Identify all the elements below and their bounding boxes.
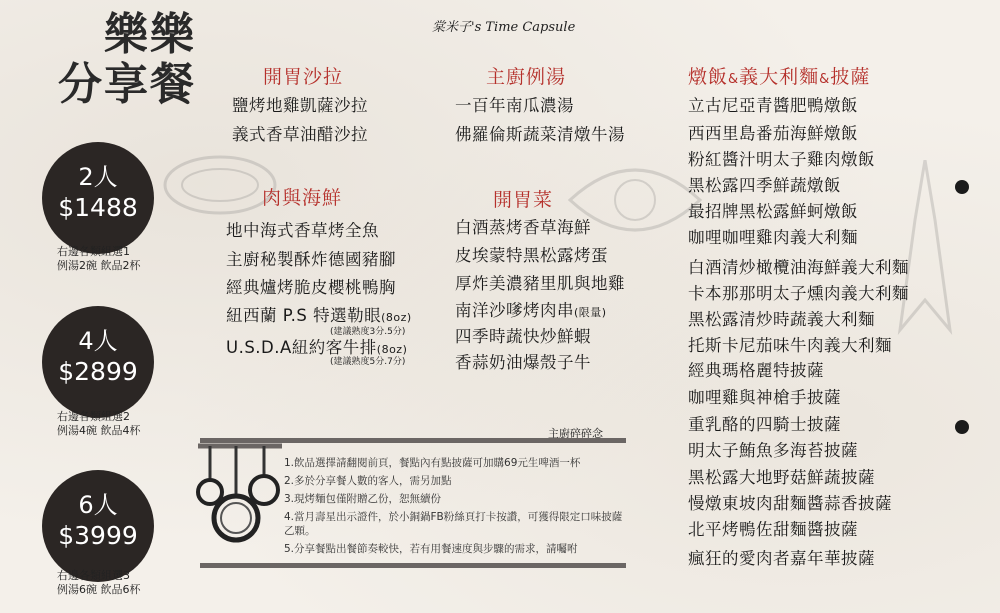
menu-item: 慢燉東坡肉甜麵醬蒜香披薩 [688,494,892,513]
vegetable-sketch-illustration [890,160,960,340]
menu-item: 咖哩雞與神槍手披薩 [688,388,841,407]
note-line: 例湯4碗 飲品4杯 [57,424,141,437]
menu-item: 白酒蒸烤香草海鮮 [455,218,591,237]
menu-item [226,302,412,326]
menu-item: 重乳酪的四騎士披薩 [688,415,841,434]
heading-pizza: 披薩 [830,66,871,88]
menu-item: 卡本那那明太子燻肉義大利麵 [688,284,909,303]
note-item: 4.當月壽星出示證件，於小銅鍋FB粉絲頁打卡按讚，可獲得限定口味披薩乙顆。 [284,511,623,537]
menu-item-size: (8oz) [381,311,412,324]
menu-item: 四季時蔬快炒鮮蝦 [455,327,591,346]
note-item: 5.分享餐點出餐節奏較快，若有用餐速度與步驟的需求，請囑咐 [284,543,578,555]
heading-amp: & [819,72,831,87]
menu-item: 西西里島番茄海鮮燉飯 [688,124,858,143]
bullet-dot [955,180,969,194]
price-badge-4-people [42,306,154,418]
menu-item: 佛羅倫斯蔬菜清燉牛湯 [455,125,625,144]
people-count: 2人 [78,163,118,191]
menu-item: 一百年南瓜濃湯 [455,96,574,115]
appetizer-heading: 開胃菜 [493,189,554,211]
menu-item-name: 紐西蘭 P.S 特選勒眼 [226,306,382,325]
price-badge-6-people [42,470,154,582]
menu-item: 地中海式香草烤全魚 [226,221,379,240]
note-line: 右邊各類組選2 [57,410,130,423]
note-item: 2.多於分享餐人數的客人，需另加點 [284,475,452,487]
menu-item: 經典爐烤脆皮櫻桃鴨胸 [226,278,396,297]
title-line-1: 樂樂 [104,9,196,60]
people-count: 4人 [78,327,118,355]
meat-seafood-heading: 肉與海鮮 [262,187,343,209]
title-line-2: 分享餐 [58,59,196,110]
note-line: 例湯2碗 飲品2杯 [57,259,141,272]
menu-item: 鹽烤地雞凱薩沙拉 [232,96,368,115]
doneness-note: (建議熟度3分.5分) [330,327,406,337]
menu-item: 白酒清炒橄欖油海鮮義大利麵 [688,258,909,277]
menu-item: 立古尼亞青醬肥鴨燉飯 [688,96,858,115]
doneness-note: (建議熟度5分.7分) [330,357,406,367]
menu-item: 皮埃蒙特黑松露烤蛋 [455,246,608,265]
menu-item: 北平烤鴨佐甜麵醬披薩 [688,520,858,539]
menu-item: 最招牌黑松露鮮蚵燉飯 [688,202,858,221]
heading-risotto: 燉飯 [688,66,729,88]
menu-item: 厚炸美濃豬里肌與地雞 [455,274,625,293]
menu-item: 黑松露清炒時蔬義大利麵 [688,310,875,329]
price-note-4-people [57,410,167,438]
price-badge-2-people [42,142,154,254]
menu-item: 主廚秘製酥炸德國豬腳 [226,250,396,269]
menu-item: 經典瑪格麗特披薩 [688,361,824,380]
note-item: 3.現烤麵包僅附贈乙份，恕無續份 [284,493,442,505]
menu-item-name: U.S.D.A紐約客牛排 [226,338,377,357]
note-line: 例湯6碗 飲品6杯 [57,583,141,596]
menu-item: 黑松露大地野菇鮮蔬披薩 [688,468,875,487]
price-note-6-people [57,569,167,597]
salad-heading: 開胃沙拉 [263,66,344,88]
menu-item: 義式香草油醋沙拉 [232,125,368,144]
soup-heading: 主廚例湯 [486,66,567,88]
price-amount: $2899 [58,357,138,386]
pans-icon [196,440,286,560]
people-count: 6人 [78,491,118,519]
note-line: 右邊各類組選1 [57,245,130,258]
mains-heading [688,62,870,89]
heading-amp: & [728,72,740,87]
note-item: 1.飲品選擇請翻閱前頁，餐點內有點披薩可加購69元生啤酒一杯 [284,457,581,469]
menu-item: 明太子鮪魚多海苔披薩 [688,441,858,460]
note-line: 右邊各類組選3 [57,569,130,582]
heading-pasta: 義大利麵 [739,66,820,88]
brand-name: 棠米子's Time Capsule [432,20,576,35]
menu-item-name: 南洋沙嗲烤肉串 [455,301,574,320]
menu-item: 托斯卡尼茄味牛肉義大利麵 [688,336,892,355]
price-note-2-people [57,245,167,273]
menu-title [36,10,196,110]
notes-title: 主廚碎碎念 [548,427,603,440]
price-amount: $1488 [58,193,138,222]
menu-item [455,297,607,321]
menu-item: 瘋狂的愛肉者嘉年華披薩 [688,549,875,568]
menu-item: 黑松露四季鮮蔬燉飯 [688,176,841,195]
bullet-dot [955,420,969,434]
menu-item: 粉紅醬汁明太子雞肉燉飯 [688,150,875,169]
notes-list [284,456,624,560]
menu-item: 香蒜奶油爆殼子牛 [455,353,591,372]
limited-tag: (限量) [574,306,607,319]
menu-item-size: (8oz) [376,343,408,356]
price-amount: $3999 [58,521,138,550]
menu-item: 咖哩咖哩雞肉義大利麵 [688,228,858,247]
